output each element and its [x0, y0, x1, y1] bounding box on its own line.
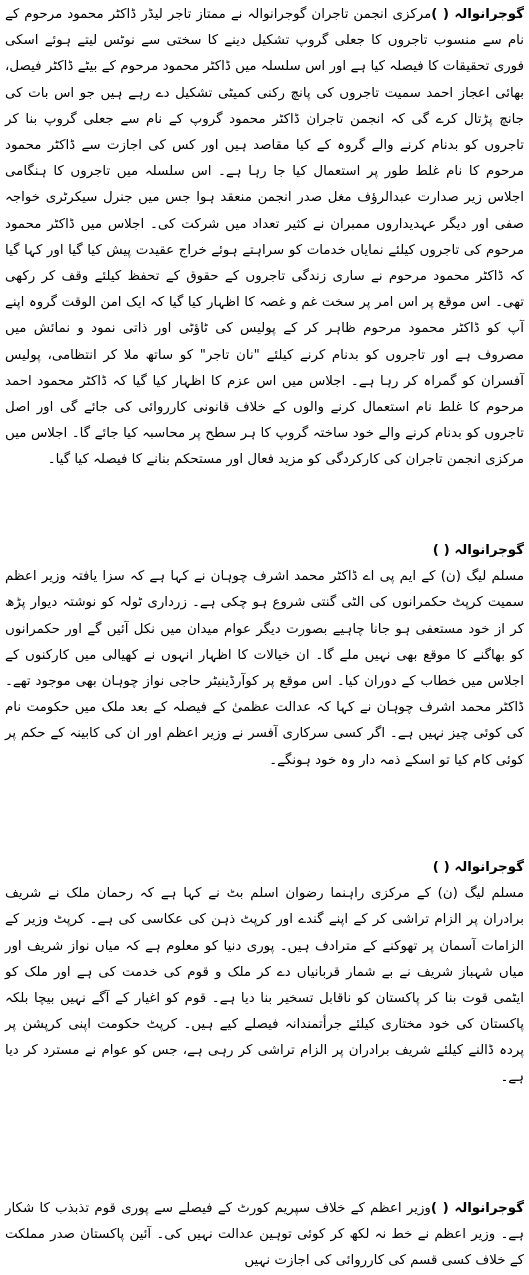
article-body: مرکزی انجمن تاجران گوجرانوالہ نے ممتاز تاجر لیڈر ڈاکٹر محمود مرحوم کے نام سے منسوب تاجروں کا جعلی گروپ تشکیل دینے کا سختی سے نوٹس لیتے ہوئے اسکی فوری تحقیقات کا فیصلہ کیا ہے اور اس سلسلہ میں ڈاکٹر محمود مرحوم کے بیٹے ڈاکٹر فیصل، بھائی اعجاز احمد سمیت تاجروں کی پانچ رکنی کمیٹی تشکیل دے رہے ہیں جو اس بات کی جانچ پڑتال کرے گی کہ انجمن تاجران ڈاکٹر محمود گروپ کے نام سے جعلی گروپ بنا کر تاجروں کو بدنام کرنے والے گروہ کے کیا مقاصد ہیں اور کس کی اجازت سے ڈاکٹر محمود مرحوم کا نام غلط طور پر استعمال کیا جا رہا ہے۔ اس سلسلہ میں تاجروں کا ہنگامی اجلاس زیر صدارت عبدالرؤف مغل صدر انجمن منعقد ہوا جس میں جنرل سیکرٹری خواجہ صفی اور دیگر عہدیداروں ممبران نے کثیر تعداد میں شرکت کی۔ اجلاس میں ڈاکٹر محمود مرحوم کی تاجروں کیلئے نمایاں خدمات کو سراہتے ہوئے خراج عقیدت پیش کیا گیا اور کہا گیا کہ ڈاکٹر محمود مرحوم نے ساری زندگی تاجروں کے حقوق کے تحفظ کیلئے وقف کر رکھی تھی۔ اس موقع پر اس امر پر سخت غم و غصہ کا اظہار کیا گیا کہ ایک امن الوقت گروہ اپنے آپ کو ڈاکٹر محمود مرحوم ظاہر کر کے پولیس کی ٹاؤٹی اور ذاتی نمود و نمائش میں مصروف ہے اور تاجروں کو بدنام کرنے کیلئے "نان تاجر" کو ساتھ ملا کر انتظامی، پولیس آفسران کو گمراہ کر رہا ہے۔ اجلاس میں اس عزم کا اظہار کیا گیا کہ ڈاکٹر محمود احمد مرحوم کا غلط نام استعمال کرنے والوں کے خلاف قانونی کارروائی کی جائے گی اور اصل تاجروں کو بدنام کرنے والے خود ساختہ گروپ کا ہر سطح پر محاسبہ کیا جائے گا۔ اجلاس میں مرکزی انجمن تاجران کی کارکردگی کو مزید فعال اور مستحکم بنانے کا فیصلہ کیا گیا۔ [5, 7, 524, 468]
article-paragraph [5, 1196, 524, 1275]
news-article-traders-union [5, 2, 524, 474]
article-dateline: گوجرانوالہ ( ) [432, 860, 524, 875]
news-article-supreme-court [5, 1196, 524, 1275]
article-dateline: گوجرانوالہ ( ) [431, 7, 524, 22]
article-body: وزیر اعظم کے خلاف سپریم کورٹ کے فیصلے سے پوری قوم تذبذب کا شکار ہے۔ وزیر اعظم نے خط نہ لکھ کر کوئی توہین عدالت نہیں کی۔ آئین پاکستان صدر مملکت کے خلاف کسی قسم کی کارروائی کی اجازت نہیں [5, 1201, 524, 1269]
article-body: مسلم لیگ (ن) کے مرکزی راہنما رضوان اسلم بٹ نے کہا ہے کہ رحمان ملک نے شریف برادران پر الزام تراشی کر کے اپنے گندے اور کرپٹ ذہن کی عکاسی کی ہے۔ کرپٹ وزیر کے الزامات آسمان پر تھوکنے کے مترادف ہیں۔ پوری دنیا کو معلوم ہے کہ میاں نواز شریف اور میاں شہباز شریف نے بے شمار قربانیاں دے کر ملک و قوم کی خدمت کی ہے اور ملک کو ایٹمی قوت بنا کر پاکستان کو ناقابل تسخیر بنا دیا ہے۔ قوم کو اغیار کے آگے نہیں بیچا بلکہ پاکستان کی خود مختاری کیلئے جرأتمندانہ فیصلے کیے ہیں۔ کرپٹ حکومت اپنی کرپشن پر پردہ ڈالنے کیلئے شریف برادران پر الزام تراشی کر رہی ہے، جس کو عوام نے مسترد کر دیا ہے۔ [5, 886, 524, 1085]
article-dateline: گوجرانوالہ ( ) [432, 543, 524, 558]
article-body: مسلم لیگ (ن) کے ایم پی اے ڈاکٹر محمد اشرف چوہان نے کہا ہے کہ سزا یافتہ وزیر اعظم سمیت کرپٹ حکمرانوں کی الٹی گنتی شروع ہو چکی ہے۔ زرداری ٹولہ کو نوشتہ دیوار پڑھ کر از خود مستعفی ہو جانا چاہیے بصورت دیگر عوام میدان میں نکل آئیں گے اور حکمرانوں کو بھاگنے کا موقع بھی نہیں ملے گا۔ ان خیالات کا اظہار انہوں نے کھیالی میں کارکنوں کے اجلاس میں خطاب کے دوران کیا۔ اس موقع پر کوآرڈینیٹر حاجی نواز چوہان بھی موجود تھے۔ ڈاکٹر محمد اشرف چوہان نے کہا کہ عدالت عظمیٰ کے فیصلہ کے بعد ملک میں حکومت نام کی کوئی چیز نہیں ہے۔ اگر کسی سرکاری آفسر نے وزیر اعظم اور ان کی کابینہ کے حکم پر کوئی کام کیا تو اسکے ذمہ دار وہ خود ہونگے۔ [5, 569, 524, 768]
article-paragraph [5, 855, 524, 1091]
article-paragraph [5, 538, 524, 774]
article-paragraph [5, 2, 524, 474]
news-article-ashraf-chohan [5, 538, 524, 774]
article-dateline: گوجرانوالہ ( ) [430, 1201, 524, 1216]
news-article-rizwan-butt [5, 855, 524, 1091]
